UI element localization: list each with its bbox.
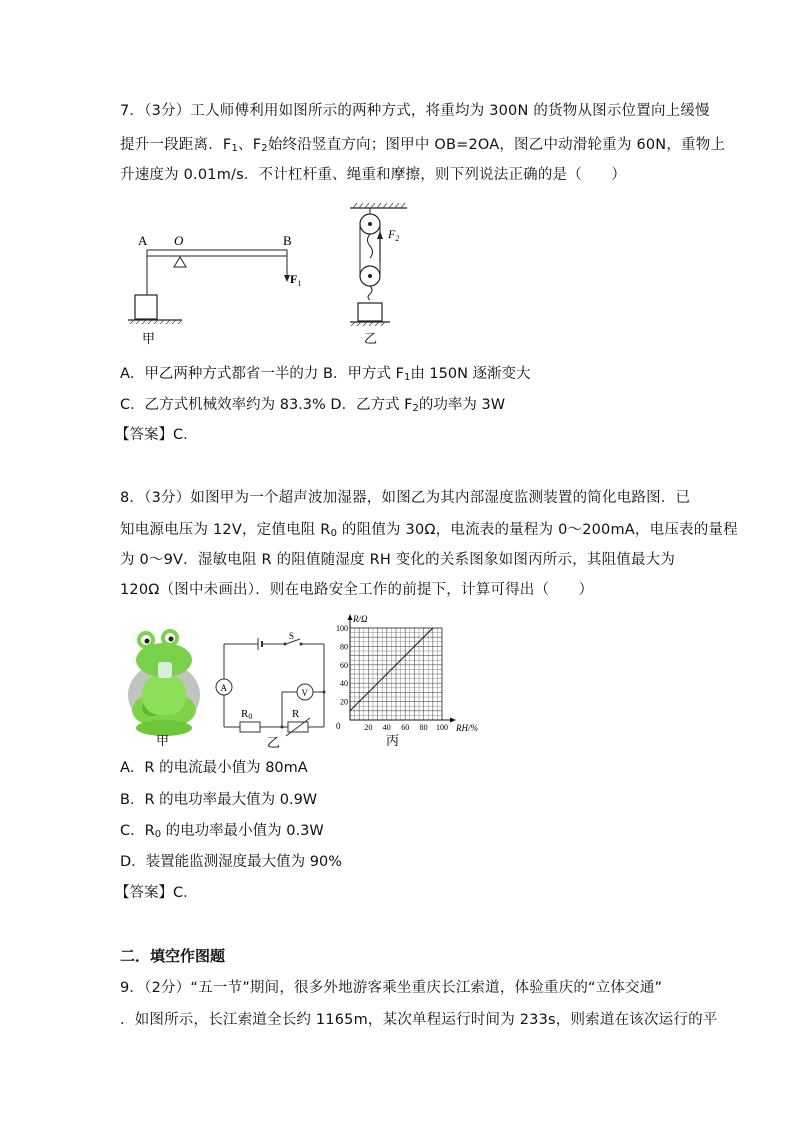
humidifier-caption: 甲: [156, 733, 170, 748]
y-tick-label: 20: [340, 697, 348, 707]
x-tick-label: 20: [364, 723, 373, 732]
switch-label: S: [289, 632, 295, 641]
x-axis-arrow: [450, 718, 456, 723]
y-tick-label: 80: [340, 642, 348, 652]
lever-figure: [120, 225, 310, 350]
q7-line-2: 提升一段距离．$F_1$、$F_2$始终沿竖直方向；图甲中 OB=2OA，图乙中动滑轮重为 60N，重物上: [120, 137, 726, 154]
x-tick-label: 100: [436, 723, 448, 732]
x-tick-label: 80: [419, 723, 428, 732]
q7-options-ab: A．甲乙两种方式都省一半的力 B．甲方式 $F_1$由 150N 逐渐变大: [120, 366, 531, 383]
force-f2-label: $F_2$: [388, 227, 400, 243]
circuit-caption: 乙: [267, 735, 281, 750]
x-tick-label: 60: [401, 723, 410, 732]
force-f1-label: $F_1$: [290, 272, 302, 288]
q8-option-b: B．R 的电功率最大值为 0.9W: [120, 792, 318, 808]
resistor-r0-label: R0: [241, 708, 253, 721]
resistor-r0: [240, 722, 260, 732]
circuit-diagram: [212, 632, 332, 750]
pulley-figure: [345, 200, 420, 348]
chart-xlabel: RH/%: [456, 723, 478, 733]
voltmeter-label: V: [301, 688, 308, 698]
y-tick-label: 100: [336, 624, 348, 633]
q8-line-1: 8．（3分）如图甲为一个超声波加湿器，如图乙为其内部湿度监测装置的简化电路图．已: [120, 490, 691, 506]
q8-line-4: 120Ω（图中未画出）．则在电路安全工作的前提下，计算可得出（ ）: [120, 582, 594, 598]
chart-ylabel: R/Ω: [353, 614, 368, 624]
lever-label-b: B: [283, 233, 292, 248]
pulley-caption: 乙: [364, 331, 378, 346]
lever-ground-hatch: [130, 320, 182, 324]
lever-weight-box: [135, 295, 157, 319]
lever-caption: 甲: [142, 331, 156, 346]
ammeter-label: A: [220, 683, 227, 693]
q8-line-3: 为 0～9V．湿敏电阻 R 的阻值随湿度 RH 变化的关系图象如图丙所示，其阻值最大为: [120, 552, 676, 568]
y-tick-label: 40: [340, 679, 348, 689]
chart-origin-label: 0: [336, 721, 341, 731]
resistor-r-label: R: [292, 708, 300, 720]
x-tick-label: 40: [382, 723, 391, 732]
lever-bar: [147, 250, 287, 256]
y-tick-label: 60: [340, 660, 348, 670]
q8-answer: 【答案】C．: [115, 885, 198, 901]
q8-line-2: 知电源电压为 12V，定值电阻 $R_0$ 的阻值为 30Ω，电流表的量程为 0～200mA，电压表的量程: [120, 522, 738, 539]
q7-options-cd: C．乙方式机械效率约为 83.3% D．乙方式 $F_2$的功率为 3W: [120, 397, 506, 414]
fulcrum-triangle: [174, 257, 186, 267]
q7-line-3: 升速度为 0.01m/s．不计杠杆重、绳重和摩擦，则下列说法正确的是（ ）: [120, 167, 627, 183]
lever-label-a: A: [138, 233, 148, 248]
q8-option-c: C．$R_0$ 的电功率最小值为 0.3W: [120, 823, 324, 840]
lever-label-o: O: [174, 233, 184, 248]
rh-resistance-chart: [330, 612, 490, 750]
q8-option-d: D．装置能监测湿度最大值为 90%: [120, 854, 343, 870]
section-2-title: 二．填空作图题: [120, 947, 226, 965]
q9-line-2: ．如图所示，长江索道全长约 1165m，某次单程运行时间为 233s，则索道在该次运行的平: [120, 1012, 718, 1028]
q7-answer: 【答案】C．: [115, 427, 198, 443]
humidifier-picture: [122, 620, 207, 750]
chart-caption: 丙: [386, 733, 400, 748]
y-axis-arrow: [348, 614, 353, 620]
q7-line-1: 7．（3分）工人师傅利用如图所示的两种方式，将重均为 300N 的货物从图示位置向上缓慢: [120, 103, 710, 119]
q9-line-1: 9．（2分）“五一节”期间，很多外地游客乘坐重庆长江索道，体验重庆的“立体交通”: [120, 980, 663, 996]
pulley-weight-box: [358, 303, 382, 321]
q8-option-a: A．R 的电流最小值为 80mA: [120, 760, 308, 776]
